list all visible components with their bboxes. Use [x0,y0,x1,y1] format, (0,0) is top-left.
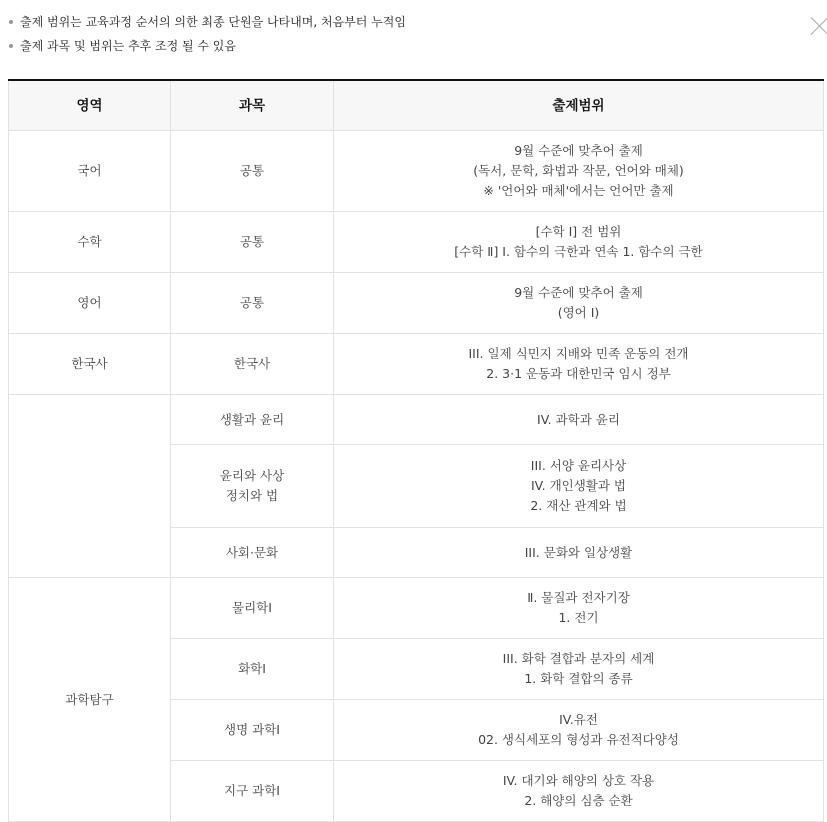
subject-cell: 지구 과학I [171,761,334,822]
range-cell: IV. 대기와 해양의 상호 작용 2. 해양의 심층 순환 [334,761,824,822]
table-header-row [9,80,824,131]
range-cell: [수학 Ⅰ] 전 범위 [수학 Ⅱ] Ⅰ. 함수의 극한과 연속 1. 함수의 극한 [334,212,824,273]
header-subject: 과목 [171,80,334,131]
subject-cell: 한국사 [171,334,334,395]
area-cell: 영어 [9,273,171,334]
subject-cell: 생활과 윤리 [171,395,334,445]
range-cell: Ⅱ. 물질과 전자기장 1. 전기 [334,578,824,639]
exam-range-table [8,79,824,822]
subject-cell: 생명 과학I [171,700,334,761]
range-cell: 9월 수준에 맞추어 출제 (독서, 문학, 화법과 작문, 언어와 매체) ※ '언어와 매체'에서는 언어만 출제 [334,131,824,212]
header-area: 영역 [9,80,171,131]
table-row [9,131,824,212]
subject-cell: 공통 [171,212,334,273]
table-row [9,578,824,639]
area-cell: 과학탐구 [9,578,171,822]
area-cell: 수학 [9,212,171,273]
range-cell: IV. 과학과 윤리 [334,395,824,445]
range-cell: III. 문화와 일상생활 [334,528,824,578]
bullet-icon [9,20,13,24]
table-row [9,273,824,334]
table-row [9,395,824,445]
notice-item: 출제 과목 및 범위는 추후 조정 될 수 있음 [8,38,406,54]
subject-cell: 화학I [171,639,334,700]
subject-cell: 윤리와 사상 정치와 법 [171,445,334,528]
subject-cell: 사회·문화 [171,528,334,578]
bullet-icon [9,44,13,48]
notice-list [8,14,406,62]
subject-cell: 공통 [171,273,334,334]
close-icon[interactable] [810,16,827,36]
table-row [9,334,824,395]
range-cell: IV.유전 02. 생식세포의 형성과 유전적다양성 [334,700,824,761]
area-cell: 한국사 [9,334,171,395]
area-cell: 국어 [9,131,171,212]
notice-item: 출제 범위는 교육과정 순서의 의한 최종 단원을 나타내며, 처음부터 누적임 [8,14,406,30]
range-cell: III. 서양 윤리사상 IV. 개인생활과 법 2. 재산 관계와 법 [334,445,824,528]
subject-cell: 물리학I [171,578,334,639]
range-cell: III. 화학 결합과 분자의 세계 1. 화학 결합의 종류 [334,639,824,700]
header-range: 출제범위 [334,80,824,131]
subject-cell: 공통 [171,131,334,212]
area-cell [9,395,171,578]
range-cell: 9월 수준에 맞추어 출제 (영어 Ⅰ) [334,273,824,334]
range-cell: III. 일제 식민지 지배와 민족 운동의 전개 2. 3·1 운동과 대한민국 임시 정부 [334,334,824,395]
table-row [9,212,824,273]
